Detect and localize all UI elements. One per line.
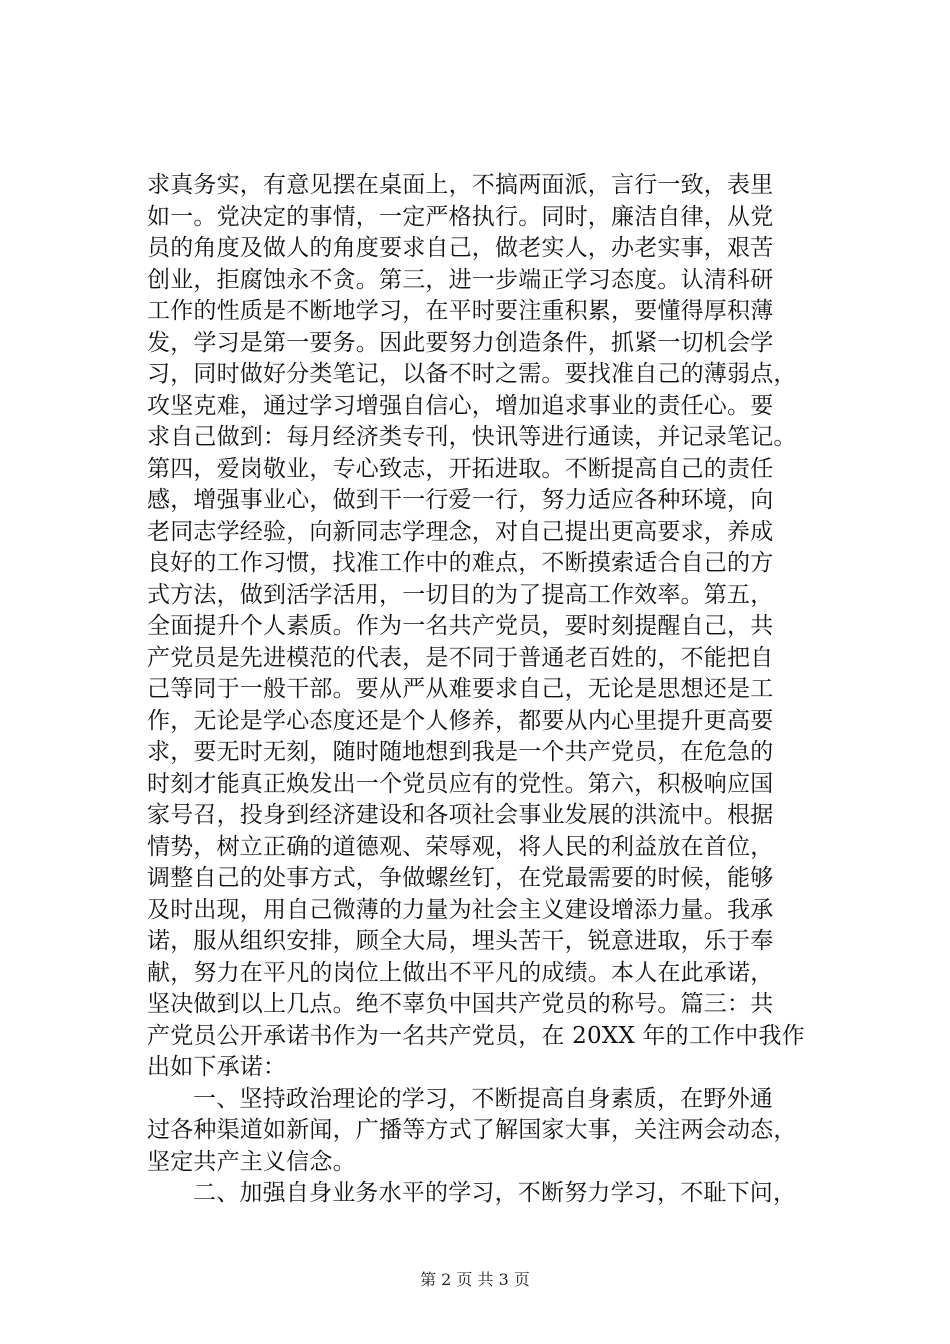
text-line: 作，无论是学心态度还是个人修养，都要从内心里提升更高要 [147, 707, 774, 734]
text-line: 感，增强事业心，做到干一行爱一行，努力适应各种环境，向 [147, 487, 774, 513]
text-line: 产党员是先进模范的代表，是不同于普通老百姓的，不能把自 [147, 644, 774, 671]
text-line: 情势，树立正确的道德观、荣辱观，将人民的利益放在首位， [147, 833, 774, 860]
text-line: 家号召，投身到经济建设和各项社会事业发展的洪流中。根据 [147, 802, 774, 828]
text-line: 员的角度及做人的角度要求自己，做老实人，办老实事，艰苦 [147, 235, 774, 261]
text-line: 老同志学经验，向新同志学理念，对自己提出更高要求，养成 [147, 518, 774, 545]
text-line: 及时出现，用自己微薄的力量为社会主义建设增添力量。我承 [147, 896, 774, 923]
text-line: 献，努力在平凡的岗位上做出不平凡的成绩。本人在此承诺， [147, 959, 774, 986]
text-line: 全面提升个人素质。作为一名共产党员，要时刻提醒自己，共 [147, 613, 774, 639]
text-line-indented: 一、坚持政治理论的学习，不断提高自身素质，在野外通 [193, 1085, 773, 1112]
text-line: 如一。党决定的事情，一定严格执行。同时，廉洁自律，从党 [147, 203, 774, 230]
text-line: 出如下承诺： [147, 1054, 287, 1080]
text-line: 诺，服从组织安排，顾全大局，埋头苦干，锐意进取，乐于奉 [147, 928, 774, 954]
text-line: 时刻才能真正焕发出一个党员应有的党性。第六，积极响应国 [147, 770, 774, 797]
text-line-indented: 二、加强自身业务水平的学习，不断努力学习，不耻下问， [193, 1180, 797, 1206]
text-line: 攻坚克难，通过学习增强自信心，增加追求事业的责任心。要 [147, 392, 774, 419]
text-line: 求自己做到：每月经济类专刊，快讯等进行通读，并记录笔记。 [147, 424, 797, 450]
text-line: 工作的性质是不断地学习，在平时要注重积累，要懂得厚积薄 [147, 298, 774, 324]
text-line: 求，要无时无刻，随时随地想到我是一个共产党员，在危急的 [147, 739, 774, 765]
text-line: 过各种渠道如新闻，广播等方式了解国家大事，关注两会动态， [147, 1117, 797, 1143]
text-line: 发，学习是第一要务。因此要努力创造条件，抓紧一切机会学 [147, 329, 774, 356]
text-line: 创业，拒腐蚀永不贪。第三，进一步端正学习态度。认清科研 [147, 266, 774, 293]
text-line: 良好的工作习惯，找准工作中的难点，不断摸索适合自己的方 [147, 550, 774, 576]
text-line: 坚定共产主义信念。 [147, 1148, 356, 1175]
text-line: 求真务实，有意见摆在桌面上，不搞两面派，言行一致，表里 [147, 172, 774, 198]
text-line: 式方法，做到活学活用，一切目的为了提高工作效率。第五， [147, 581, 774, 608]
text-line: 调整自己的处事方式，争做螺丝钉，在党最需要的时候，能够 [147, 865, 774, 891]
text-line: 第四，爱岗敬业，专心致志，开拓进取。不断提高自己的责任 [147, 455, 774, 482]
text-line: 产党员公开承诺书作为一名共产党员，在 20XX 年的工作中我作 [147, 1022, 805, 1049]
document-body [147, 170, 847, 1210]
text-line: 习，同时做好分类笔记，以备不时之需。要找准自己的薄弱点， [147, 361, 797, 387]
text-line: 坚决做到以上几点。绝不辜负中国共产党员的称号。篇三：共 [147, 991, 774, 1017]
text-line: 己等同于一般干部。要从严从难要求自己，无论是思想还是工 [147, 676, 774, 702]
page-footer: 第 2 页 共 3 页 [420, 1270, 530, 1289]
